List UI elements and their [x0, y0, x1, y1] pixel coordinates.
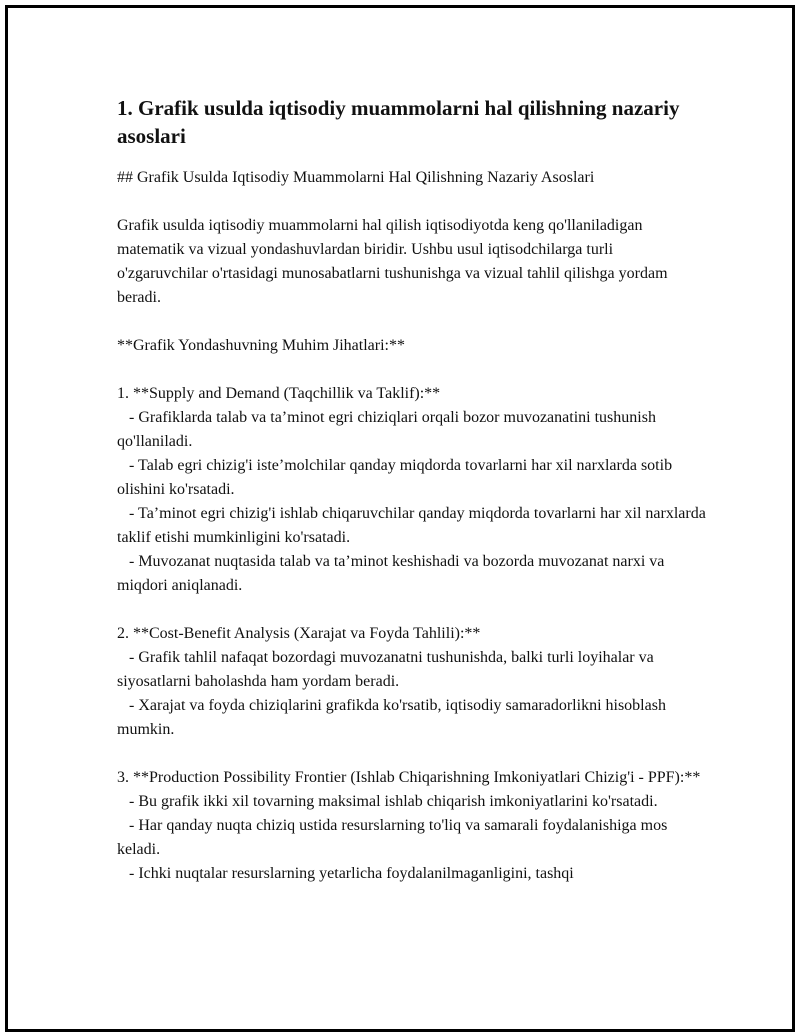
list-item-ppf: 3. **Production Possibility Frontier (Ishlab Chiqarishning Imkoniyatlari Chizig'i - PPF):** - Bu grafik ikki xil tovarning maksimal ishlab chiqarish imkoniyatlarini ko'rsatadi. - Har qanday nuqta chiziq ustida resurslarning to'liq va samarali foydalanishiga mos keladi. - Ichki nuqtalar resurslarning yetarlicha foydalanilmaganligini, tashqi [117, 769, 701, 882]
intro-paragraph: Grafik usulda iqtisodiy muammolarni hal qilish iqtisodiyotda keng qo'llaniladigan matematik va vizual yondashuvlardan biridir. Ushbu usul iqtisodchilarga turli o'zgaruvchilar o'rtasidagi munosabatlarni tushunishga va vizual tahlil qilishga yordam beradi. [117, 217, 672, 306]
document-title: 1. Grafik usulda iqtisodiy muammolarni hal qilishning nazariy asoslari [117, 96, 680, 148]
list-item-cost-benefit: 2. **Cost-Benefit Analysis (Xarajat va Foyda Tahlili):** - Grafik tahlil nafaqat bozordagi muvozanatni tushunishda, balki turli loyihalar va siyosatlarni baholashda ham yordam beradi. - Xarajat va foyda chiziqlarini grafikda ko'rsatib, iqtisodiy samaradorlikni hisoblash mumkin. [117, 625, 666, 738]
list-item-supply-demand: 1. **Supply and Demand (Taqchillik va Taklif):** - Grafiklarda talab va ta’minot egri chiziqlari orqali bozor muvozanatini tushunish qo'llaniladi. - Talab egri chizig'i iste’molchilar qanday miqdorda tovarlarni har xil narxlarda sotib olishini ko'rsatadi. - Ta’minot egri chizig'i ishlab chiqaruvchilar qanday miqdorda tovarlarni har xil narxlarda taklif etishi mumkinligini ko'rsatadi. - Muvozanat nuqtasida talab va ta’minot keshishadi va bozorda muvozanat narxi va miqdori aniqlanadi. [117, 385, 706, 594]
document-body [117, 94, 707, 910]
section-heading: **Grafik Yondashuvning Muhim Jihatlari:** [117, 337, 405, 354]
markdown-heading: ## Grafik Usulda Iqtisodiy Muammolarni Hal Qilishning Nazariy Asoslari [117, 169, 595, 186]
